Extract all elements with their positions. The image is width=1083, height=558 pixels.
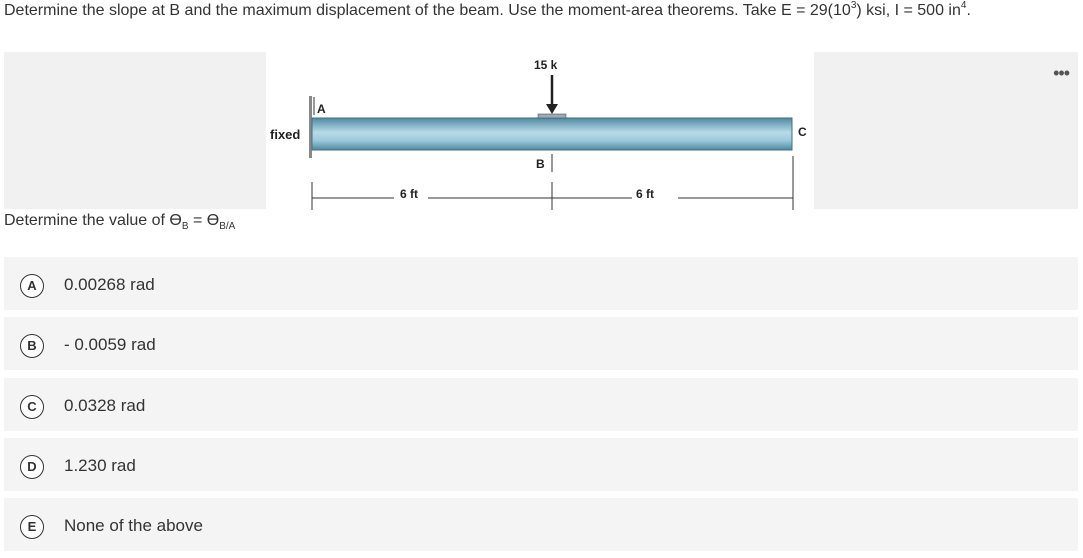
option-letter-badge: A (20, 274, 44, 298)
answer-option-b[interactable] (4, 317, 1078, 370)
prompt-prefix: Determine the value of ϴ (4, 212, 182, 229)
dimension-label-1: 6 ft (400, 187, 418, 201)
question-part-3: . (966, 2, 971, 19)
beam (312, 118, 792, 150)
point-b-label: B (536, 157, 545, 171)
point-a-label: A (317, 102, 326, 116)
sub-question-prompt (4, 212, 235, 232)
load-label: 15 k (534, 58, 558, 72)
question-text (4, 0, 1079, 22)
dimension-label-2: 6 ft (636, 187, 654, 201)
load-arrow-head (546, 104, 558, 114)
question-exponent-1: 3 (850, 0, 857, 11)
answer-option-a[interactable] (4, 257, 1078, 310)
option-letter-badge: E (20, 515, 44, 539)
option-letter-badge: D (20, 455, 44, 479)
option-text: 0.00268 rad (64, 275, 155, 294)
prompt-subscript-1: B (181, 221, 189, 233)
more-horizontal-icon[interactable]: ••• (1053, 63, 1069, 83)
question-part-2: ) ksi, I = 500 in (856, 2, 961, 19)
option-text: None of the above (64, 516, 203, 535)
beam-diagram (266, 52, 814, 210)
option-letter-badge: C (20, 395, 44, 419)
load-plate (538, 114, 566, 118)
fixed-support-label: fixed (270, 127, 301, 142)
answer-option-d[interactable] (4, 438, 1078, 491)
prompt-subscript-2: B/A (219, 221, 236, 233)
option-text: 0.0328 rad (64, 396, 146, 415)
option-text: 1.230 rad (64, 456, 136, 475)
option-text: - 0.0059 rad (64, 335, 156, 354)
option-letter-badge: B (20, 334, 44, 358)
question-exponent-2: 4 (960, 0, 967, 11)
prompt-equals: = ϴ (188, 212, 220, 229)
answer-option-e[interactable] (4, 498, 1078, 551)
question-part-1: Determine the slope at B and the maximum displacement of the beam. Use the moment-area theorems. Take E = 29(10 (4, 2, 851, 19)
answer-option-c[interactable] (4, 378, 1078, 431)
point-c-label: C (798, 125, 807, 139)
